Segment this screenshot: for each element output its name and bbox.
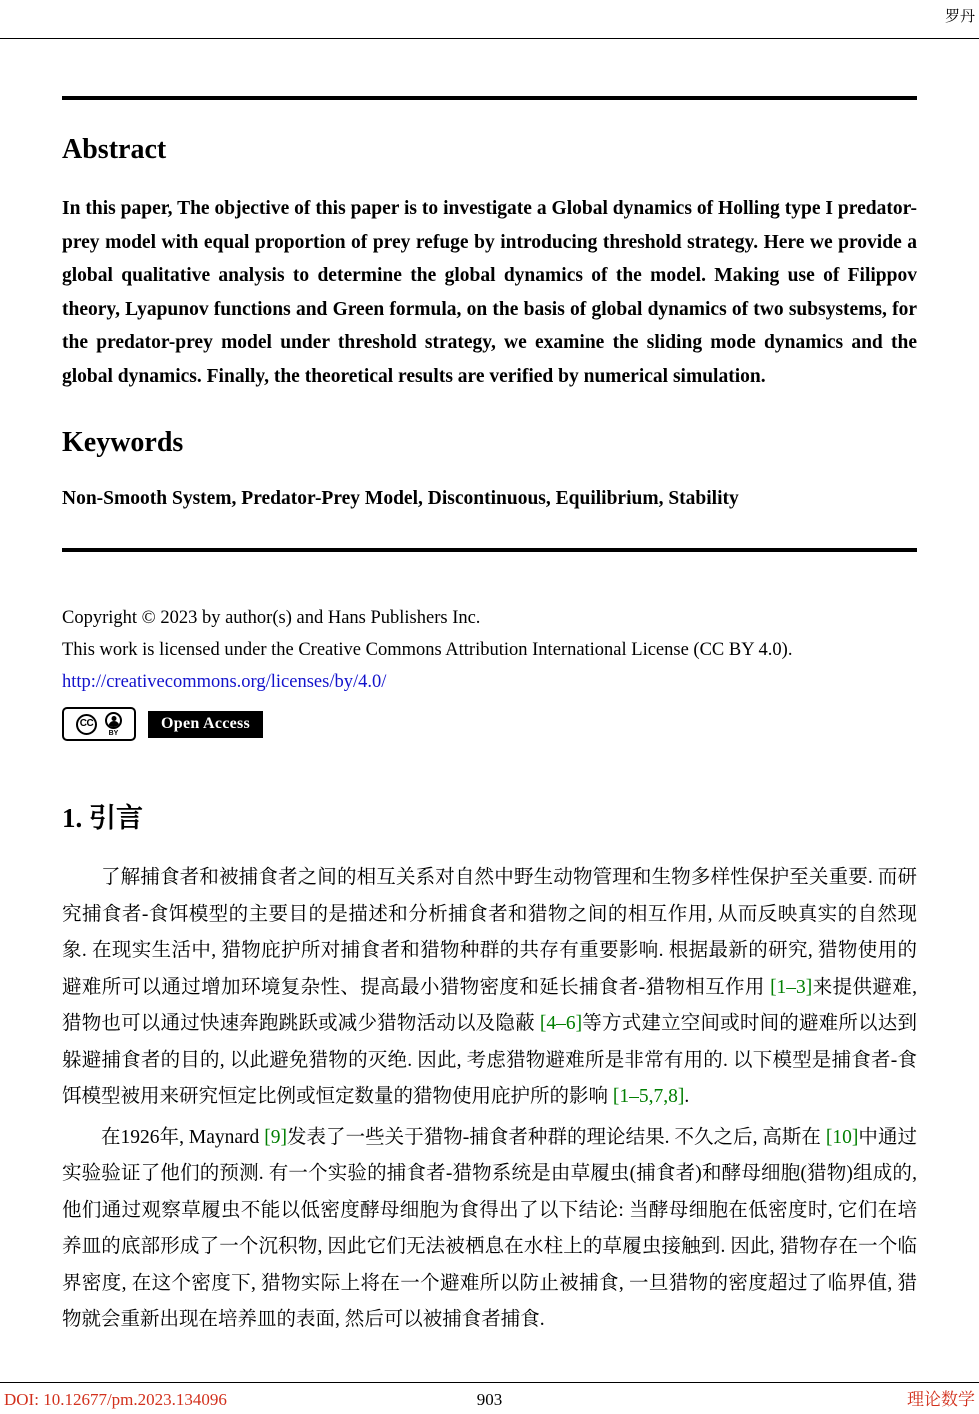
citation-link[interactable]: [1–5,7,8]: [612, 1086, 685, 1107]
keywords-heading: Keywords: [62, 427, 184, 458]
cc-by-badge: [62, 707, 136, 741]
person-icon: [105, 712, 122, 729]
text-run: 在1926年, Maynard: [101, 1126, 265, 1148]
text-run: 中通过实验验证了他们的预测. 有一个实验的捕食者-猎物系统是由草履虫(捕食者)和酵母细胞(猎物)组成的, 他们通过观察草履虫不能以低密度酵母细胞为食得出了以下结论: 当酵母细胞在低密度时, 它们在培养皿的底部形成了一个沉积物, 因此它们无法被栖息在水柱上的草履虫接触到. 因此, 猎物存在一个临界密度, 在这个密度下, 猎物实际上将在一个避难所以防止被捕食, 一旦猎物的密度超过了临界值, 猎物就会重新出现在培养皿的表面, 然后可以被捕食者捕食.: [62, 1126, 917, 1330]
citation-link[interactable]: [4–6]: [539, 1013, 583, 1034]
open-access-badge: Open Access: [148, 711, 263, 738]
footer-page-number: 903: [476, 1390, 503, 1409]
keywords-bottom-rule: [62, 548, 917, 552]
text-run: .: [684, 1086, 690, 1107]
header-divider: [0, 38, 979, 39]
text-run: 了解捕食者和被捕食者之间的相互关系对自然中野生动物管理和生物多样性保护至关重要. 而研究捕食者-食饵模型的主要目的是描述和分析捕食者和猎物之间的相互作用, 从而反映真实的自然现象. 在现实生活中, 猎物庇护所对捕食者和猎物种群的共存有重要影响. 根据最新的研究, 猎物使用的避难所可以通过增加环境复杂性、提高最小猎物密度和延长捕食者-猎物相互作用: [62, 867, 917, 998]
running-head-author: 罗丹: [944, 9, 975, 25]
license-block: [62, 602, 917, 742]
license-url-link[interactable]: http://creativecommons.org/licenses/by/4.0/: [62, 672, 387, 692]
text-run: 发表了一些关于猎物-捕食者种群的理论结果. 不久之后, 高斯在: [286, 1126, 826, 1148]
license-url-line: [62, 666, 917, 698]
intro-paragraph-1: [62, 860, 917, 1116]
citation-link[interactable]: [1–3]: [770, 976, 813, 998]
text-run: 等方式建立空间或时间的避难所以达到躲避捕食者的目的, 以此避免猎物的灭绝. 因此, 考虑猎物避难所是非常有用的. 以下模型是捕食者-食饵模型被用来研究恒定比例或恒定数量的猎物使用庇护所的影响: [62, 1013, 917, 1107]
footer-divider: [0, 1382, 979, 1383]
copyright-line: Copyright © 2023 by author(s) and Hans Publishers Inc.: [62, 608, 481, 628]
attribution-person-wrap: [105, 712, 122, 737]
page-footer: [0, 1388, 979, 1412]
footer-doi-link[interactable]: DOI: 10.12677/pm.2023.134096: [4, 1390, 227, 1409]
keywords-text: Non-Smooth System, Predator-Prey Model, Discontinuous, Equilibrium, Stability: [62, 488, 739, 509]
intro-paragraph-2: [62, 1120, 917, 1339]
abstract-heading: Abstract: [62, 134, 167, 165]
by-label: BY: [108, 729, 119, 737]
citation-link[interactable]: [9]: [264, 1126, 287, 1148]
running-header: [0, 6, 979, 28]
footer-journal-link[interactable]: 理论数学: [907, 1390, 975, 1409]
abstract-top-rule: [62, 96, 917, 100]
section-1-heading: 1. 引言: [62, 803, 143, 833]
text-run: 来提供避难, 猎物也可以通过快速奔跑跳跃或减少猎物活动以及隐蔽: [62, 976, 917, 1034]
license-badges: [62, 706, 917, 742]
license-statement: This work is licensed under the Creative Commons Attribution International License (CC BY 4.0).: [62, 640, 793, 660]
cc-logo-icon: CC: [76, 714, 97, 735]
citation-link[interactable]: [10]: [825, 1126, 859, 1148]
abstract-text: In this paper, The objective of this paper is to investigate a Global dynamics of Holling type I predator-prey model with equal proportion of prey refuge by introducing threshold strategy. Here we provide a global qualitative analysis to determine the global dynamics of the model. Making use of Filippov theory, Lyapunov functions and Green formula, on the basis of global dynamics of two subsystems, for the predator-prey model under threshold strategy, we examine the sliding mode dynamics and the global dynamics. Finally, the theoretical results are verified by numerical simulation.: [62, 198, 917, 387]
